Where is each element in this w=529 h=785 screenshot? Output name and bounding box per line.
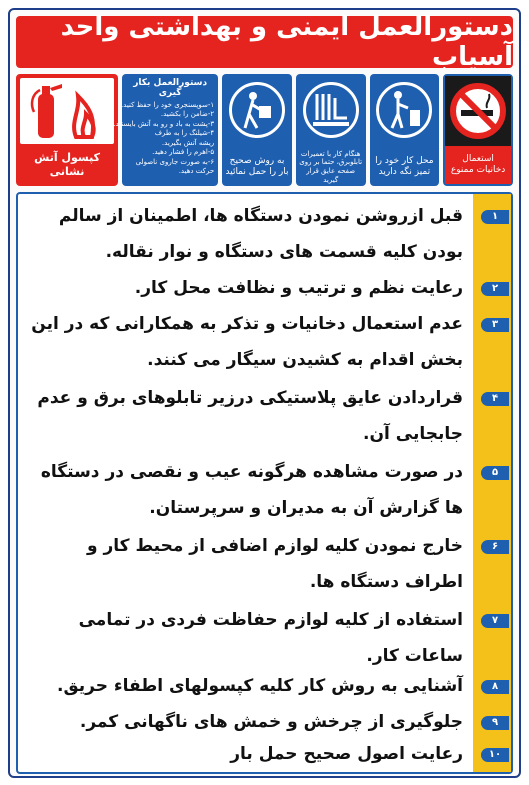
cleanliness-panel <box>370 74 440 186</box>
maintenance-caption: هنگام کار با تعمیرات تابلوبرق، حتما بر روی صفحه عایق قرار گیرید <box>299 149 363 184</box>
rule-number-badge: ۳ <box>481 318 509 332</box>
lifting-icon-disc <box>229 82 285 138</box>
rule-number-badge: ۱ <box>481 210 509 224</box>
rule-number-badge: ۲ <box>481 282 509 296</box>
board-title: دستورالعمل ایمنی و بهداشتی واحد آسیاب <box>16 16 513 68</box>
instructions-title: دستورالعمل بکار گیری <box>133 78 208 98</box>
instructions-line: ۶-به صورت جاروی ناصولی <box>135 157 215 166</box>
rule-item <box>30 198 507 270</box>
rule-text: رعایت اصول صحیح حمل بار <box>230 744 463 764</box>
rule-number-badge: ۸ <box>481 680 509 694</box>
instructions-line: ۴-شیلنگ را به طرف <box>154 129 215 138</box>
instructions-list <box>113 101 215 177</box>
rule-item <box>30 270 507 306</box>
extinguisher-instructions-panel <box>113 74 218 186</box>
no-smoking-panel <box>443 74 513 186</box>
rule-text: قبل ازروشن نمودن دستگاه ها، اطمینان از سالم بودن کلیه قسمت های دستگاه و نوار نقاله. <box>58 206 463 262</box>
rule-item <box>30 454 507 526</box>
no-smoking-icon <box>449 82 507 140</box>
rule-item <box>30 602 507 674</box>
fire-extinguisher-caption: کپسول آتش نشانی <box>18 146 116 184</box>
fire-extinguisher-panel <box>16 74 118 186</box>
rule-number-badge: ۴ <box>481 392 509 406</box>
maintenance-panel <box>296 74 366 186</box>
no-smoking-box <box>445 76 511 146</box>
instructions-line: ۱-سوپسنجری خود را حفظ کنید. <box>120 101 215 109</box>
rule-item <box>30 736 507 772</box>
maintenance-icon-disc <box>303 82 359 138</box>
instructions-line: ۲-ضامن را بکشید. <box>160 110 215 119</box>
rule-text: استفاده از کلیه لوازم حفاظت فردی در تمامی ساعات کار. <box>78 610 463 666</box>
cleanliness-caption: محل کار خود را تمیز نگه دارید <box>375 155 434 177</box>
person-lifting-box-icon <box>235 88 279 132</box>
fire-flame-icon <box>66 82 106 142</box>
rule-text: آشنایی به روش کار کلیه کپسولهای اطفاء حریق. <box>56 676 463 696</box>
rule-number-badge: ۷ <box>481 614 509 628</box>
rule-item <box>30 380 507 452</box>
cleanliness-icon-disc <box>376 82 432 138</box>
instructions-line: حرکت دهید. <box>178 167 215 176</box>
icons-row <box>16 74 513 186</box>
rule-text: در صورت مشاهده هرگونه عیب و نقصی در دستگاه ها گزارش آن به مدیران و سرپرستان. <box>40 462 463 518</box>
safety-board <box>8 8 521 778</box>
rule-number-badge: ۵ <box>481 466 509 480</box>
rule-item <box>30 306 507 378</box>
no-smoking-caption: استعمال دخانیات ممنوع <box>445 146 511 184</box>
rule-text: جلوگیری از چرخش و خمش های ناگهانی کمر. <box>79 712 463 732</box>
rule-item <box>30 668 507 704</box>
lifting-caption: به روش صحیح بار را حمل نمائید <box>225 155 289 177</box>
insulating-mat-icon <box>309 88 353 132</box>
rule-number-badge: ۱۰ <box>481 748 509 762</box>
instructions-line: ریشه آتش بگیرید. <box>161 138 215 147</box>
fire-extinguisher-box <box>20 78 114 144</box>
rule-text: رعایت نظم و ترتیب و نظافت محل کار. <box>134 278 463 298</box>
rule-text: خارج نمودن کلیه لوازم اضافی از محیط کار و اطراف دستگاه ها. <box>86 536 463 592</box>
rule-item <box>30 528 507 600</box>
rules-list-box <box>16 192 513 774</box>
rule-number-badge: ۹ <box>481 716 509 730</box>
rule-text: قراردادن عایق پلاستیکی درزیر تابلوهای برق و عدم جابجایی آن. <box>37 388 463 444</box>
instructions-line: ۳-پشت به باد و رو به آتش بایستید. <box>113 119 215 128</box>
trash-bin-icon <box>382 88 426 132</box>
instructions-line: ۵-اهرم را فشار دهید. <box>152 148 215 157</box>
lifting-panel <box>222 74 292 186</box>
rule-item <box>30 704 507 740</box>
rule-text: عدم استعمال دخانیات و تذکر به همکارانی که در این بخش اقدام به کشیدن سیگار می کنند. <box>31 314 463 370</box>
rule-number-badge: ۶ <box>481 540 509 554</box>
